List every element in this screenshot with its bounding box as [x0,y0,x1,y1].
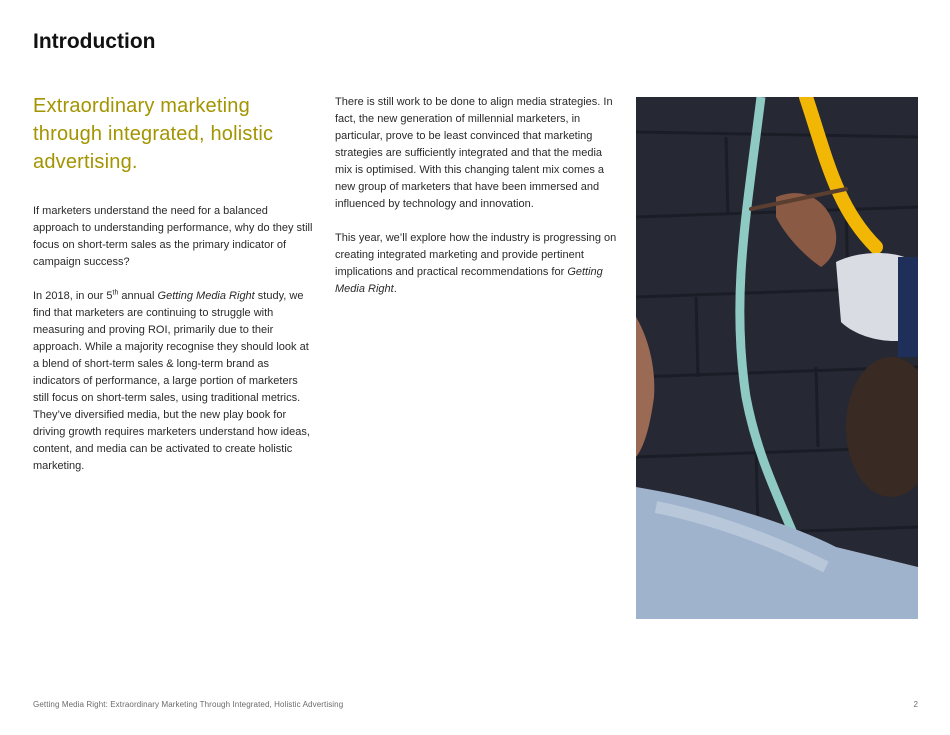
ordinal-suffix: th [112,289,119,297]
left-column [33,203,315,475]
left-p2-rest: study, we find that marketers are continuing to struggle with measuring and proving ROI, primarily due to their approach. While a majority recognise they should look at a blend of short-term sales & long-term brand as indicators of performance, a large portion of marketers still focus on short-term sales, using traditional metrics. They’ve diversified media, but the new play book for driving growth requires marketers understand how ideas, content, and media can be activated to create holistic marketing. [33,290,310,472]
report-title-italic: Getting Media Right [335,266,603,295]
mural-illustration [636,97,918,619]
mid-p2-suffix: . [393,283,397,295]
mid-paragraph-2 [335,230,617,298]
page-number: 2 [913,700,918,709]
footer-text: Getting Media Right: Extraordinary Marketing Through Integrated, Holistic Advertising [33,700,344,709]
left-paragraph-2 [33,288,315,475]
left-p2-prefix: In 2018, in our 5 [33,290,113,302]
page-title: Introduction [33,30,156,53]
lead-heading: Extraordinary marketing through integrated, holistic advertising. [33,95,274,173]
mid-paragraph-1: There is still work to be done to align media strategies. In fact, the new generation of millennial marketers, in particular, prove to be least convinced that marketing strategies are sufficiently integrated and that the media mix is optimised. With this changing talent mix comes a new group of marketers that have been immersed and influenced by technology and innovation. [335,96,613,210]
mid-p2-prefix: This year, we’ll explore how the industry is progressing on creating integrated marketing and provide pertinent implications and practical recommendations for [335,232,617,278]
report-title-italic: Getting Media Right [157,290,255,302]
left-paragraph-1: If marketers understand the need for a balanced approach to understanding performance, why do they still focus on short-term sales as the primary indicator of campaign success? [33,205,313,268]
middle-column [335,94,617,298]
left-p2-mid: annual [118,290,158,302]
mural-painting-photo [636,97,918,619]
